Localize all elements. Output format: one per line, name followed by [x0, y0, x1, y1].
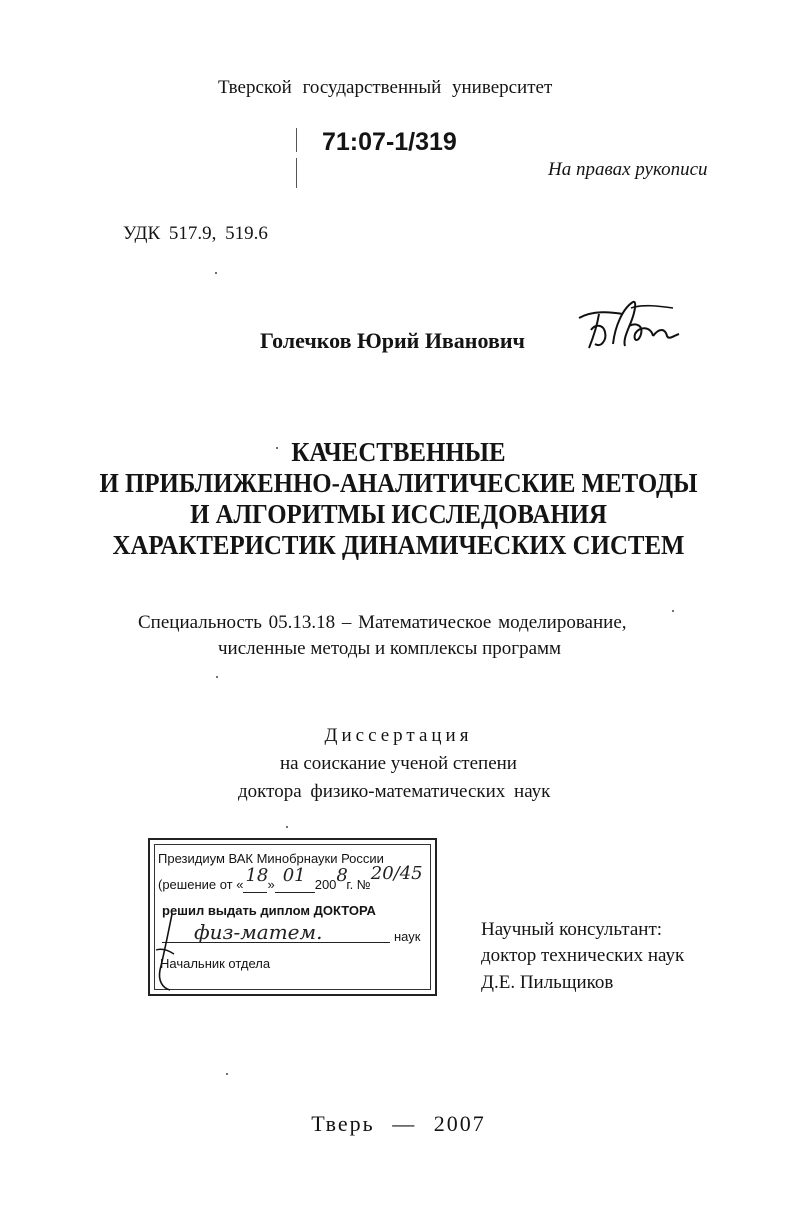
title-line: КАЧЕСТВЕННЫЕ [291, 437, 506, 467]
scan-speck [276, 447, 278, 449]
scan-speck [215, 272, 217, 274]
dissertation-heading: Диссертация [324, 725, 473, 746]
consultant-label: Научный консультант: [481, 919, 663, 940]
stamp-year: 8 [336, 865, 348, 886]
specialty-line: Специальность 05.13.18 – Математическое моделирование, [138, 612, 627, 633]
catalog-number: 71:07-1/319 [322, 128, 457, 156]
city-year: Тверь — 2007 [311, 1111, 486, 1136]
author-name: Голечков Юрий Иванович [260, 328, 525, 353]
stamp-month: 01 [282, 865, 306, 886]
university-name: Тверской государственный университет [218, 77, 553, 98]
stamp-blank [275, 865, 315, 893]
consultant-name: Д.Е. Пильщиков [481, 972, 614, 993]
stamp-line: решил выдать диплом ДОКТОРА [162, 903, 376, 918]
stamp-text: наук [394, 929, 421, 944]
stamp-text: г. № [346, 877, 371, 892]
stamp-blank [336, 865, 348, 892]
stamp-day: 18 [245, 865, 269, 886]
specialty-line: численные методы и комплексы программ [218, 638, 562, 659]
degree-line: на соискание ученой степени [280, 753, 517, 774]
stamp-text: 200 [314, 877, 337, 892]
title-line: И АЛГОРИТМЫ ИССЛЕДОВАНИЯ [190, 499, 607, 529]
scan-speck [672, 610, 674, 612]
stamp-line: Президиум ВАК Минобрнауки России [158, 851, 384, 866]
stamp-text: » [267, 877, 275, 892]
degree-line: доктора физико-математических наук [238, 781, 551, 802]
title-line: ХАРАКТЕРИСТИК ДИНАМИЧЕСКИХ СИСТЕМ [112, 530, 685, 560]
margin-line [296, 158, 297, 188]
dissertation-title [32, 437, 765, 561]
scan-speck [216, 676, 218, 678]
udk-code: УДК 517.9, 519.6 [123, 223, 268, 244]
margin-line [296, 128, 297, 152]
stamp-line: Начальник отдела [160, 956, 271, 971]
stamp-text: (решение от « [158, 877, 244, 892]
stamp-field: физ-матем. [194, 920, 323, 944]
stamp-signature-mark [150, 910, 180, 996]
author-signature [573, 296, 683, 356]
title-line: И ПРИБЛИЖЕННО-АНАЛИТИЧЕСКИЕ МЕТОДЫ [99, 468, 698, 498]
stamp-blank [243, 865, 269, 893]
rights-notice: На правах рукописи [548, 159, 708, 180]
scan-speck [286, 826, 288, 828]
stamp-decision-line [158, 863, 431, 893]
consultant-degree: доктор технических наук [481, 945, 685, 966]
stamp-blank [370, 863, 431, 892]
vak-stamp [148, 838, 437, 996]
scan-speck [226, 1073, 228, 1075]
stamp-number: 20/45 [370, 863, 423, 884]
